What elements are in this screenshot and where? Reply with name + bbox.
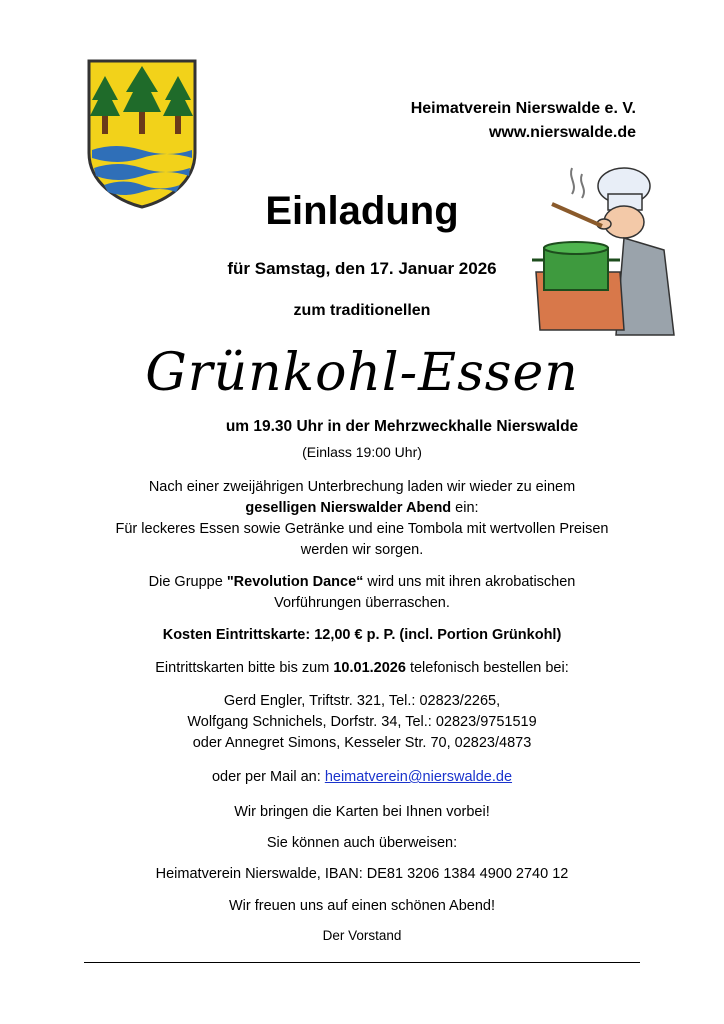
entry-time: (Einlass 19:00 Uhr): [302, 444, 422, 460]
event-date: für Samstag, den 17. Januar 2026: [227, 259, 497, 278]
mail-prefix: oder per Mail an:: [211, 769, 325, 785]
event-name: Grünkohl-Essen: [145, 343, 579, 403]
dance-line-2: Vorführungen überraschen.: [274, 595, 450, 611]
contact-list: [0, 691, 724, 754]
organization-name: Heimatverein Nierswalde e. V.: [410, 100, 636, 117]
transfer-note: Sie können auch überweisen:: [266, 835, 458, 851]
website-text: www.nierswalde.de: [488, 124, 636, 141]
contact-item: Gerd Engler, Triftstr. 321, Tel.: 02823/2265,: [223, 693, 501, 709]
intro-line-1: Nach einer zweijährigen Unterbrechung laden wir wieder zu einem: [148, 479, 576, 495]
intro-line-4: werden wir sorgen.: [300, 542, 424, 558]
intro-line-2-suffix: ein:: [451, 500, 479, 516]
dance-line-1: [0, 572, 724, 593]
signature: Der Vorstand: [322, 928, 402, 943]
contact-item: Wolfgang Schnichels, Dorfstr. 34, Tel.: 02823/9751519: [187, 714, 537, 730]
closing-line: Wir freuen uns auf einen schönen Abend!: [228, 898, 495, 914]
bank-details: Heimatverein Nierswalde, IBAN: DE81 3206 1384 4900 2740 12: [155, 866, 569, 882]
organization-header: [411, 97, 636, 145]
page-title: Einladung: [265, 189, 459, 233]
traditional-label: zum traditionellen: [293, 302, 431, 319]
mail-line: [0, 767, 724, 788]
intro-line-3: Für leckeres Essen sowie Getränke und eine Tombola mit wertvollen Preisen: [115, 521, 609, 537]
email-link[interactable]: heimatverein@nierswalde.de: [324, 769, 513, 785]
order-suffix: telefonisch bestellen bei:: [405, 660, 569, 676]
footer-divider: [84, 962, 640, 963]
order-deadline: 10.01.2026: [333, 660, 406, 676]
delivery-note: Wir bringen die Karten bei Ihnen vorbei!: [234, 804, 490, 820]
event-time-location: um 19.30 Uhr in der Mehrzweckhalle Nierswalde: [225, 418, 579, 435]
intro-paragraph: [0, 477, 724, 561]
dance-group-name: "Revolution Dance“: [226, 574, 364, 590]
dance-suffix: wird uns mit ihren akrobatischen: [363, 574, 576, 590]
dance-prefix: Die Gruppe: [148, 574, 227, 590]
intro-line-2: [0, 498, 724, 519]
ticket-cost: Kosten Eintrittskarte: 12,00 € p. P. (incl. Portion Grünkohl): [162, 627, 562, 643]
order-prefix: Eintrittskarten bitte bis zum: [155, 660, 334, 676]
dance-paragraph: [0, 572, 724, 614]
contact-item: oder Annegret Simons, Kesseler Str. 70, 02823/4873: [192, 735, 532, 751]
order-info: [0, 658, 724, 679]
intro-bold-evening: geselligen Nierswalder Abend: [245, 500, 452, 516]
